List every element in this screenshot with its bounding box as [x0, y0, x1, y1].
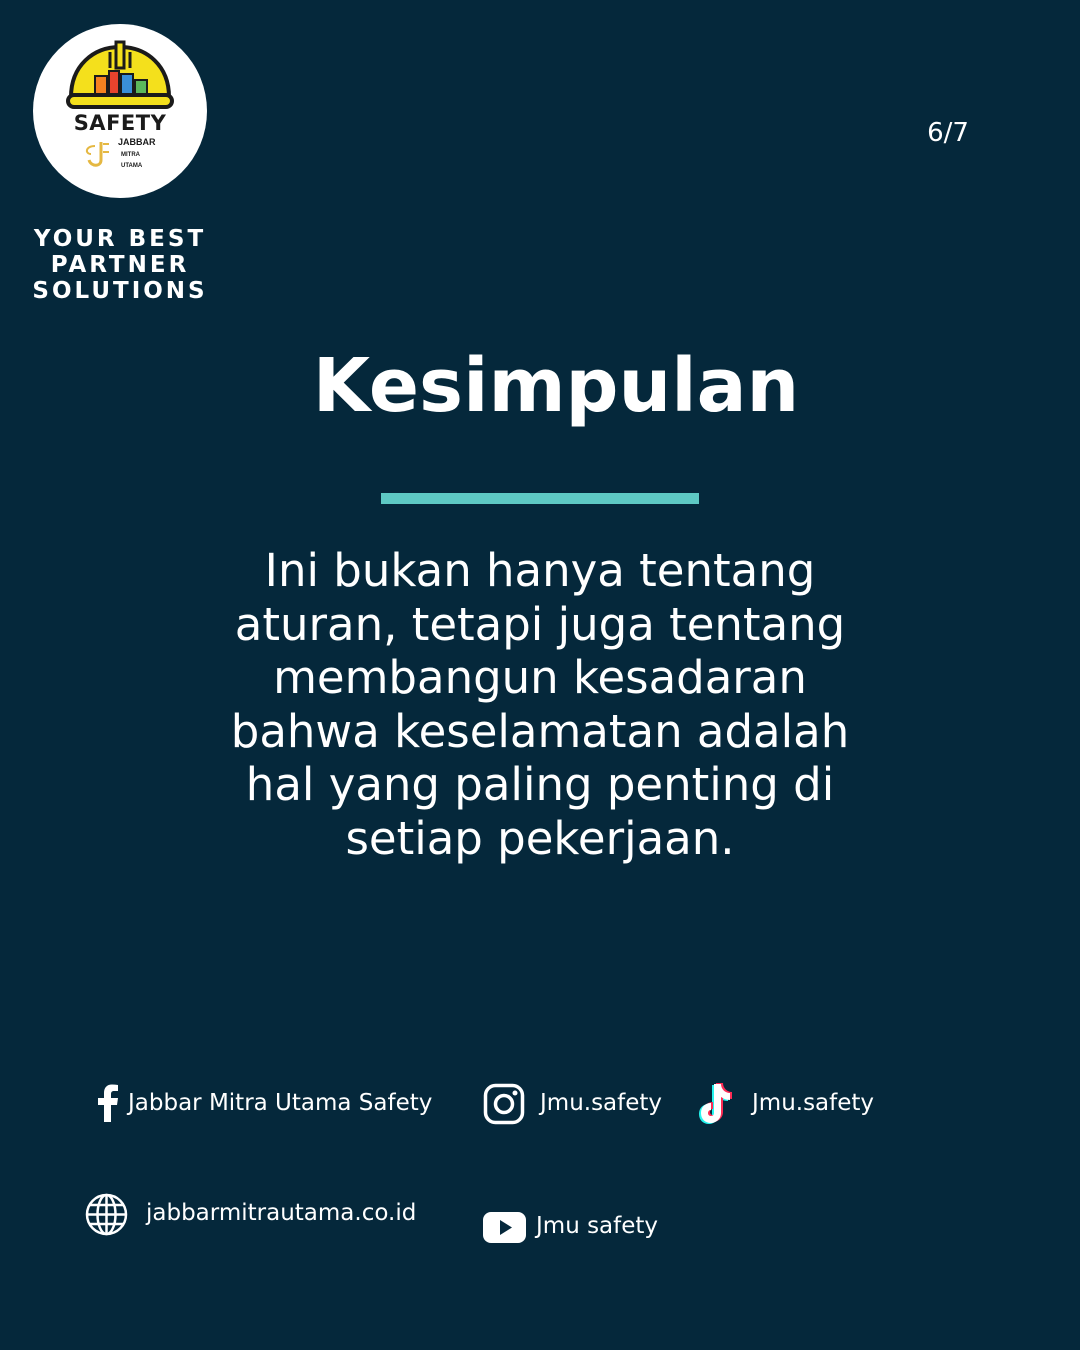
- body-line: membangun kesadaran: [273, 651, 807, 704]
- page-indicator: 6/7: [927, 118, 969, 148]
- tagline-line: SOLUTIONS: [32, 278, 208, 304]
- instagram-icon[interactable]: [483, 1083, 525, 1125]
- tagline-line: YOUR BEST: [33, 226, 207, 252]
- conclusion-text: [150, 544, 930, 865]
- facebook-icon[interactable]: [96, 1084, 120, 1122]
- tiktok-link[interactable]: Jmu.safety: [752, 1090, 875, 1116]
- logo-sub-line: UTAMA: [121, 163, 143, 169]
- logo-wordmark: SAFETY: [73, 111, 167, 135]
- brand-logo: [33, 24, 207, 198]
- youtube-link[interactable]: Jmu safety: [536, 1213, 659, 1239]
- body-line: bahwa keselamatan adalah: [230, 704, 850, 758]
- body-line: Ini bukan hanya tentang: [264, 544, 816, 597]
- instagram-link[interactable]: Jmu.safety: [540, 1090, 663, 1116]
- body-line: setiap pekerjaan.: [345, 811, 735, 865]
- tagline-line: PARTNER: [50, 252, 190, 278]
- heading-divider: [381, 493, 699, 504]
- brand-tagline: [20, 226, 220, 304]
- logo-sub-line: JABBAR: [118, 137, 156, 147]
- body-line: aturan, tetapi juga tentang: [234, 597, 846, 651]
- body-line: hal yang paling penting di: [245, 758, 835, 811]
- page-title: Kesimpulan: [312, 343, 800, 429]
- website-link[interactable]: jabbarmitrautama.co.id: [146, 1200, 417, 1226]
- logo-sub-line: MITRA: [121, 152, 140, 158]
- globe-icon[interactable]: [85, 1193, 128, 1236]
- facebook-link[interactable]: Jabbar Mitra Utama Safety: [128, 1090, 433, 1116]
- youtube-icon[interactable]: [483, 1212, 526, 1243]
- tiktok-icon[interactable]: [694, 1080, 740, 1130]
